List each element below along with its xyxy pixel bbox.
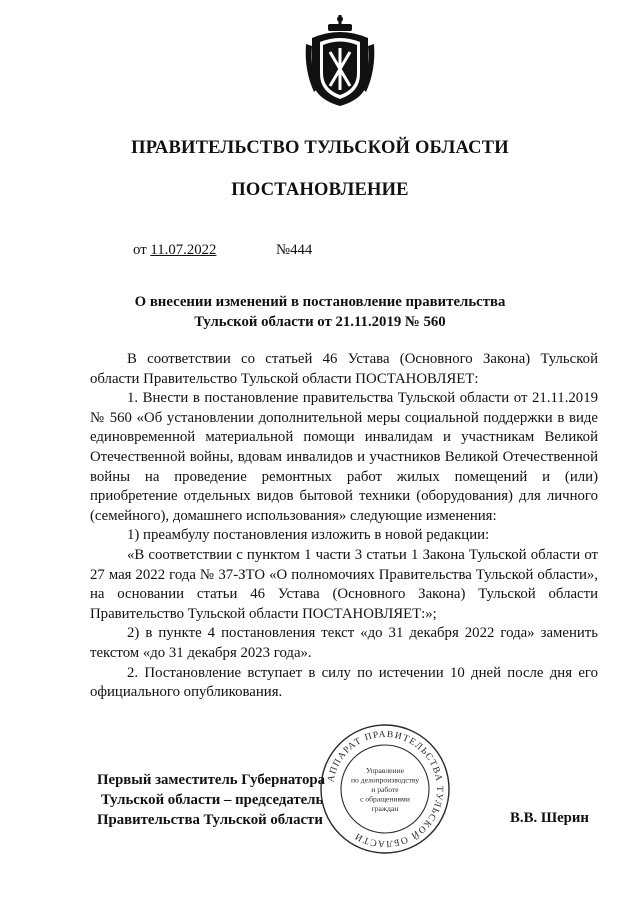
date-value: 11.07.2022 [150, 242, 217, 258]
number-prefix: № [276, 242, 291, 258]
body-paragraph: «В соответствии с пунктом 1 части 3 статьи 1 Закона Тульской области от 27 мая 2022 года № 37-ЗТО «О полномочиях Правительства Тульской области», на основании статьи 46 Устава (Основного Закона) Тульской области Правительство Тульской области ПОСТАНОВЛЯЕТ:»; [90, 546, 598, 622]
svg-text:АППАРАТ ПРАВИТЕЛЬСТВА ТУЛЬСКОЙ: АППАРАТ ПРАВИТЕЛЬСТВА ТУЛЬСКОЙ ОБЛАСТИ [326, 729, 445, 849]
body-paragraph: 1. Внести в постановление правительства Тульской области от 21.11.2019 № 560 «Об установлении дополнительной меры социальной поддержки в виде единовременной материальной помощи инвалидам и участникам Великой Отечественной войны, вдовам инвалидов и участников Великой Отечественной войны на проведение ремонтных работ жилых помещений и (или) приобретение отдельных видов бытовой техники (оборудования) для личного (семейного), домашнего использования» следующие изменения: [90, 390, 598, 524]
signatory-line-1: Первый заместитель Губернатора [97, 772, 325, 788]
body-paragraph: 2. Постановление вступает в силу по истечении 10 дней после дня его официального опубликования. [90, 664, 598, 701]
stamp-center-line: с обращениями [360, 794, 410, 804]
document-type-title: ПОСТАНОВЛЕНИЕ [231, 180, 409, 200]
subject-line-2: Тульской области от 21.11.2019 № 560 [194, 314, 446, 330]
stamp-center-line: и работе [371, 785, 399, 794]
body-paragraph: 2) в пункте 4 постановления текст «до 31 декабря 2022 года» заменить текстом «до 31 декабря 2023 года». [90, 625, 598, 661]
stamp-center-line: граждан [371, 804, 399, 813]
number-value: 444 [290, 242, 313, 258]
body-paragraph: 1) преамбулу постановления изложить в новой редакции: [127, 527, 490, 544]
date-prefix: от [133, 242, 147, 258]
government-title: ПРАВИТЕЛЬСТВО ТУЛЬСКОЙ ОБЛАСТИ [131, 138, 509, 158]
document-date [133, 242, 216, 259]
document-number [276, 242, 312, 259]
body-paragraph: В соответствии со статьей 46 Устава (Основного Закона) Тульской области Правительство Тульской области ПОСТАНОВЛЯЕТ: [90, 351, 598, 387]
subject-line-1: О внесении изменений в постановление правительства [134, 294, 506, 310]
signatory-name: В.В. Шерин [510, 810, 589, 826]
signatory-line-2: Тульской области – председатель [101, 792, 324, 808]
official-stamp [318, 722, 452, 856]
document-subject [90, 292, 550, 332]
document-body [90, 350, 598, 703]
signatory-line-3: Правительства Тульской области [97, 812, 323, 828]
stamp-center-line: по делопроизводству [350, 775, 420, 785]
stamp-center-line: Управление [365, 766, 405, 775]
coat-of-arms-emblem [302, 14, 378, 110]
signatory-position [97, 770, 325, 830]
